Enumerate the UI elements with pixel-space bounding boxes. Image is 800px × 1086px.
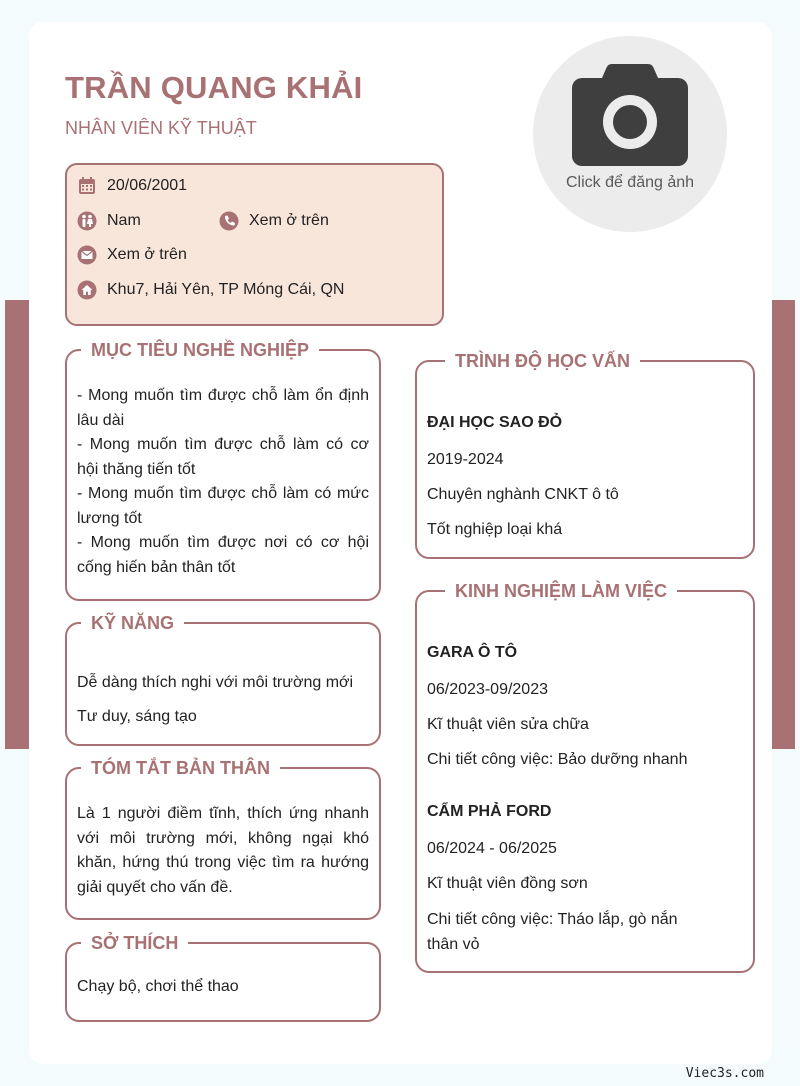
job-role: Kĩ thuật viên sửa chữa [427, 716, 589, 733]
calendar-icon [77, 176, 97, 196]
home-icon [77, 280, 97, 300]
email-row [77, 245, 187, 265]
job-detail: Chi tiết công việc: Tháo lắp, gò nắn thân vỏ [427, 911, 678, 953]
objective-item: - Mong muốn tìm được nơi có cơ hội cống hiến bản thân tốt [77, 534, 369, 576]
gender-icon [77, 211, 97, 231]
job-period: 06/2023-09/2023 [427, 681, 548, 698]
skills-title: KỸ NĂNG [81, 610, 184, 636]
watermark: Viec3s.com [685, 1066, 764, 1081]
candidate-position: NHÂN VIÊN KỸ THUẬT [65, 118, 257, 138]
job-role: Kĩ thuật viên đồng sơn [427, 875, 588, 892]
job-company: CẨM PHẢ FORD [427, 803, 552, 820]
skill-item: Tư duy, sáng tạo [77, 708, 197, 725]
phone-value: Xem ở trên [249, 212, 329, 229]
birthday-row [77, 176, 187, 196]
birthday-value: 20/06/2001 [107, 177, 188, 194]
objective-title: MỤC TIÊU NGHỀ NGHIỆP [81, 337, 319, 363]
education-years: 2019-2024 [427, 451, 504, 468]
skills-section [65, 613, 381, 746]
email-icon [77, 245, 97, 265]
camera-icon [572, 64, 688, 166]
address-value: Khu7, Hải Yên, TP Móng Cái, QN [107, 281, 345, 298]
hobbies-title: SỞ THÍCH [81, 930, 188, 956]
summary-title: TÓM TẮT BẢN THÂN [81, 755, 280, 781]
summary-text: Là 1 người điềm tĩnh, thích ứng nhanh với môi trường mới, không ngại khó khăn, hứng thú trong việc tìm ra hướng giải quyết cho vấn đề. [77, 805, 369, 896]
education-section [415, 351, 755, 559]
objective-section [65, 340, 381, 601]
education-title: TRÌNH ĐỘ HỌC VẤN [445, 348, 640, 374]
left-accent-bar [5, 300, 29, 749]
experience-title: KINH NGHIỆM LÀM VIỆC [445, 578, 677, 604]
address-row [77, 280, 344, 300]
education-school: ĐẠI HỌC SAO ĐỎ [427, 414, 563, 431]
job-company: GARA Ô TÔ [427, 644, 518, 661]
gender-value: Nam [107, 212, 141, 229]
education-major: Chuyên nghành CNKT ô tô [427, 486, 619, 503]
photo-caption: Click để đăng ảnh [565, 174, 695, 191]
candidate-name: TRẦN QUANG KHẢI [65, 70, 363, 105]
right-accent-bar [772, 300, 795, 749]
objective-item: - Mong muốn tìm được chỗ làm có cơ hội thăng tiến tốt [77, 436, 369, 478]
summary-section [65, 758, 381, 920]
job-detail: Chi tiết công việc: Bảo dưỡng nhanh [427, 751, 688, 768]
objective-item: - Mong muốn tìm được chỗ làm có mức lương tốt [77, 485, 369, 527]
skill-item: Dễ dàng thích nghi với môi trường mới [77, 674, 354, 691]
objective-item: - Mong muốn tìm được chỗ làm ổn định lâu dài [77, 387, 369, 429]
phone-icon [219, 211, 239, 231]
email-value: Xem ở trên [107, 246, 187, 263]
gender-row [77, 211, 141, 231]
experience-section [415, 581, 755, 973]
photo-upload[interactable] [533, 36, 727, 232]
education-grade: Tốt nghiệp loại khá [427, 521, 563, 538]
job-period: 06/2024 - 06/2025 [427, 840, 557, 857]
phone-row [219, 211, 329, 231]
hobbies-text: Chạy bộ, chơi thể thao [77, 978, 239, 995]
hobbies-section [65, 933, 381, 1022]
